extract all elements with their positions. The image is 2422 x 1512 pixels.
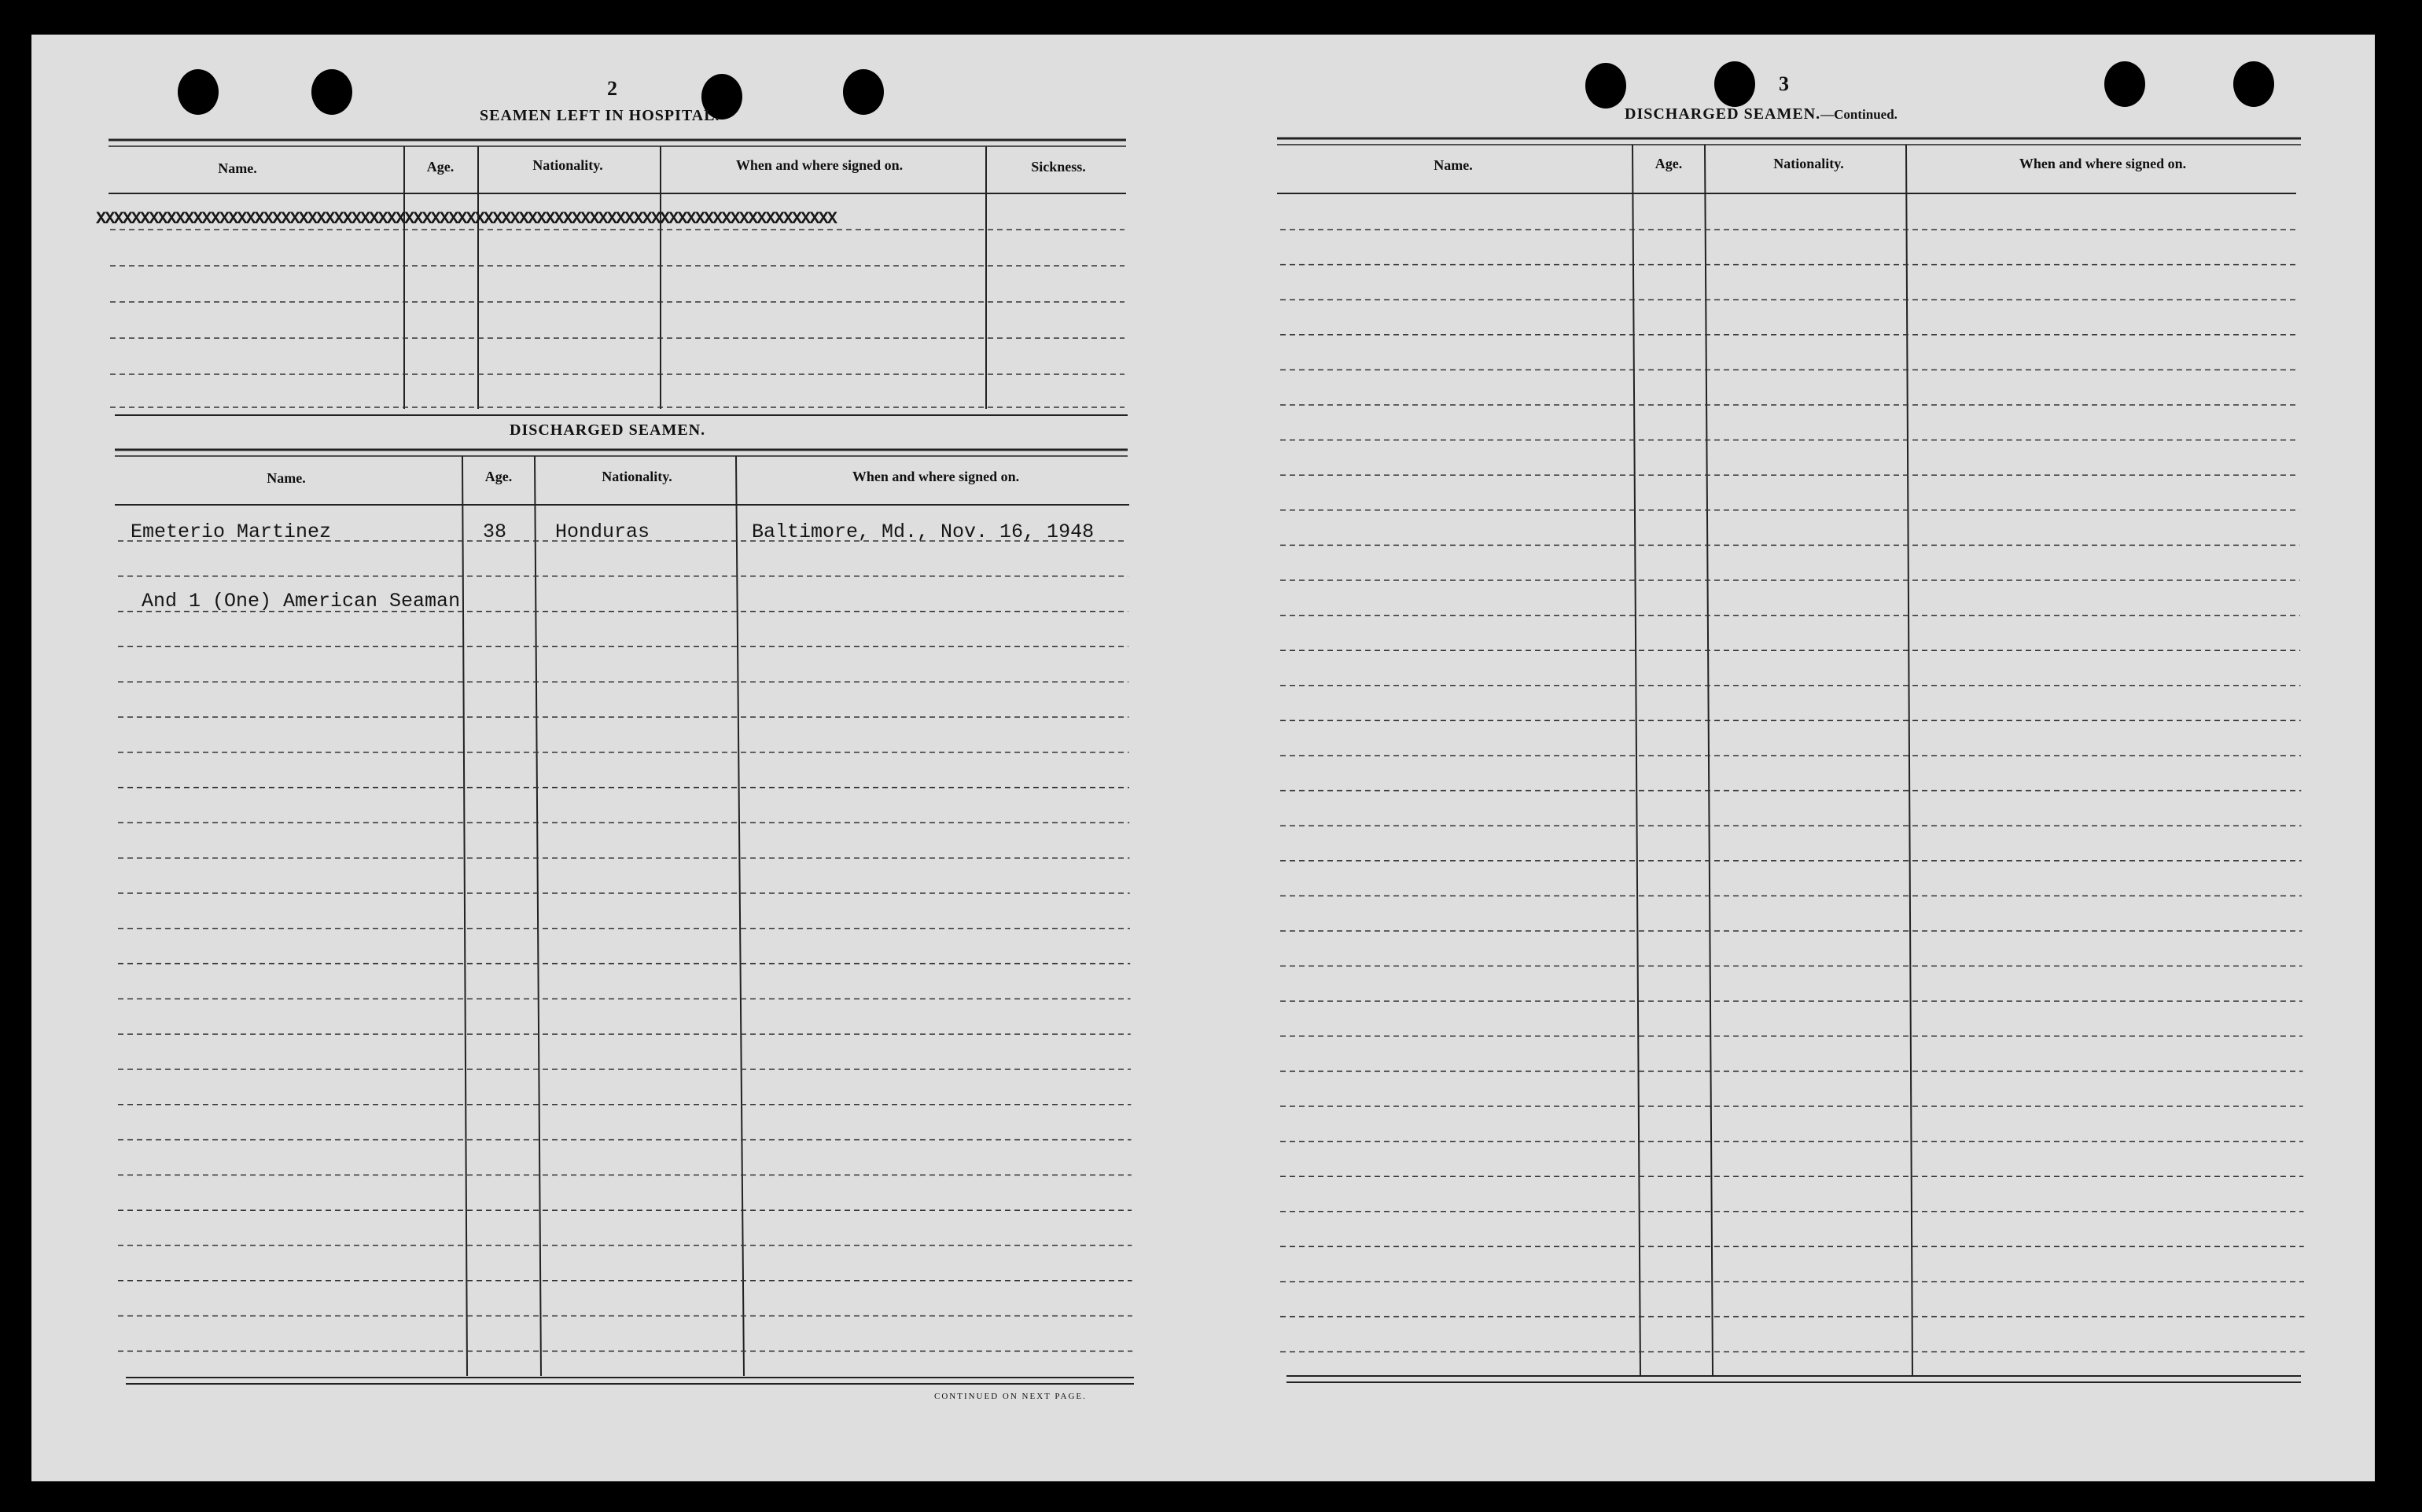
right-section-title-suffix: —Continued. <box>1820 107 1897 122</box>
right-col-signed-on: When and where signed on. <box>2019 156 2187 171</box>
right-section-title <box>1625 105 1897 123</box>
discharged-col-age: Age. <box>484 469 513 484</box>
hospital-col-name: Name. <box>218 160 257 176</box>
discharged-section-title: DISCHARGED SEAMEN. <box>510 421 706 439</box>
right-section-title-text: DISCHARGED SEAMEN. <box>1625 105 1821 123</box>
discharged-row-signed-on: Baltimore, Md., Nov. 16, 1948 <box>752 521 1095 543</box>
hospital-col-age: Age. <box>426 159 455 175</box>
right-page-number: 3 <box>1779 72 1789 95</box>
discharged-col-name: Name. <box>267 470 306 486</box>
discharged-row-nationality: Honduras <box>555 521 650 543</box>
discharged-note: And 1 (One) American Seaman <box>142 590 461 613</box>
hospital-col-nationality: Nationality. <box>532 157 603 173</box>
discharged-row-age: 38 <box>483 521 507 543</box>
discharged-row-name: Emeterio Martinez <box>131 521 332 543</box>
right-col-age: Age. <box>1655 156 1683 171</box>
struck-out-entry: XXXXXXXXXXXXXXXXXXXXXXXXXXXXXXXXXXXXXXXXXXXXXXXXXXXXXXXXXXXXXXXXXXXXXXXXXXXXXXXXXXXX <box>96 209 836 229</box>
discharged-col-signed-on: When and where signed on. <box>852 469 1020 484</box>
right-col-nationality: Nationality. <box>1773 156 1844 171</box>
left-page-number: 2 <box>607 77 617 100</box>
hospital-col-signed-on: When and where signed on. <box>735 157 904 173</box>
hospital-col-sickness: Sickness. <box>1031 159 1086 175</box>
hospital-section-title: SEAMEN LEFT IN HOSPITAL. <box>480 107 720 124</box>
continued-footer: CONTINUED ON NEXT PAGE. <box>934 1392 1087 1401</box>
right-col-name: Name. <box>1434 157 1473 173</box>
discharged-col-nationality: Nationality. <box>602 469 672 484</box>
